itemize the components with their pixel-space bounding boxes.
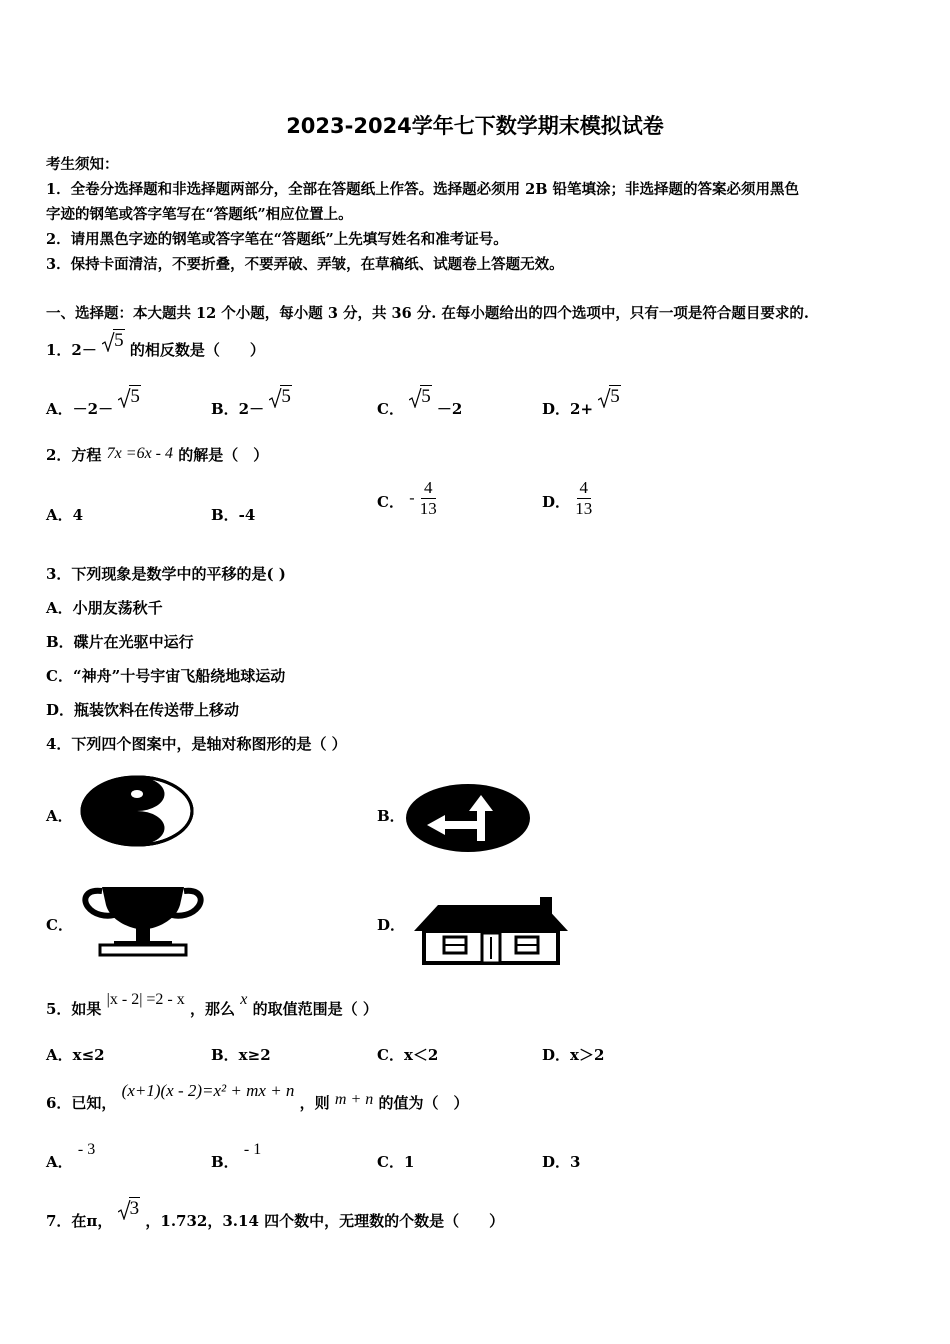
q2-c-sign: - bbox=[409, 489, 415, 507]
q4-option-c-label: C． bbox=[46, 916, 73, 934]
q1-b-radical bbox=[269, 386, 292, 408]
q1-option-b bbox=[211, 386, 292, 418]
q6-b-label: B． bbox=[211, 1153, 239, 1171]
notice-line-3: 3．保持卡面清洁，不要折叠，不要弄破、弄皱，在草稿纸、试题卷上答题无效。 bbox=[46, 256, 564, 273]
q1-d-label: D．2+ bbox=[542, 400, 594, 418]
q6-option-b bbox=[211, 1138, 262, 1171]
q7-radical bbox=[118, 1198, 141, 1220]
q2-option-c bbox=[377, 478, 437, 519]
q2-c-denominator: 13 bbox=[419, 499, 437, 518]
q1-c-radicand: 5 bbox=[421, 386, 431, 407]
turn-arrow-sign-icon bbox=[405, 783, 531, 853]
q2-option-b: B．-4 bbox=[211, 506, 256, 524]
q1-c-suffix: －2 bbox=[436, 400, 463, 418]
q1-a-label: A．－2－ bbox=[46, 400, 114, 418]
q6-option-c: C．1 bbox=[377, 1153, 415, 1171]
q1-a-radical bbox=[118, 386, 141, 408]
q5-variable: x bbox=[240, 991, 248, 1008]
q6-b-value: - 1 bbox=[243, 1141, 262, 1158]
q1-b-label: B．2－ bbox=[211, 400, 265, 418]
q6-option-a bbox=[46, 1138, 96, 1171]
house-icon bbox=[410, 895, 572, 967]
q1-option-d bbox=[542, 386, 621, 418]
q5-prefix: 5．如果 bbox=[46, 1000, 102, 1018]
q2-c-label: C． bbox=[377, 492, 404, 511]
q4-option-d-label: D． bbox=[377, 916, 406, 934]
notice-line-1a: 1．全卷分选择题和非选择题两部分，全部在答题纸上作答。选择题必须用 2B 铅笔填涂；非选择题的答案必须用黑色 bbox=[46, 181, 800, 198]
q2-prefix: 2．方程 bbox=[46, 446, 102, 464]
q4-option-a-label: A． bbox=[46, 807, 73, 825]
q1-d-radicand: 5 bbox=[610, 386, 620, 407]
question-6 bbox=[46, 1080, 469, 1112]
q2-option-d bbox=[542, 478, 592, 519]
q6-prefix: 6．已知， bbox=[46, 1094, 117, 1112]
q7-prefix: 7．在π， bbox=[46, 1212, 113, 1230]
notice-heading: 考生须知： bbox=[46, 156, 119, 173]
q7-radicand: 3 bbox=[129, 1198, 140, 1219]
q3-option-b: B．碟片在光驱中运行 bbox=[46, 633, 194, 651]
q5-mid: ，那么 bbox=[190, 1000, 236, 1018]
q6-a-value: - 3 bbox=[77, 1141, 96, 1158]
q1-suffix: 的相反数是（ ） bbox=[129, 341, 265, 359]
q3-option-c: C．“神舟”十号宇宙飞船绕地球运动 bbox=[46, 667, 286, 685]
q5-option-a: A．x≤2 bbox=[46, 1046, 105, 1064]
question-2 bbox=[46, 444, 268, 465]
page-title: 2023-2024学年七下数学期末模拟试卷 bbox=[286, 114, 664, 138]
question-7 bbox=[46, 1198, 505, 1230]
question-1 bbox=[46, 330, 265, 359]
question-4: 4．下列四个图案中，是轴对称图形的是（ ） bbox=[46, 735, 347, 753]
q1-b-radicand: 5 bbox=[281, 386, 291, 407]
q1-option-c bbox=[377, 386, 463, 418]
notice-line-1b: 字迹的钢笔或答字笔写在“答题纸”相应位置上。 bbox=[46, 206, 353, 223]
section-heading: 一、选择题：本大题共 12 个小题，每小题 3 分，共 36 分. 在每小题给出的四个选项中，只有一项是符合题目要求的. bbox=[46, 305, 809, 322]
q2-equation: 7x =6x - 4 bbox=[106, 445, 173, 462]
q1-option-a bbox=[46, 386, 141, 418]
q2-d-denominator: 13 bbox=[575, 499, 593, 518]
q5-option-c: C．x＜2 bbox=[377, 1046, 439, 1064]
q4-option-b-label: B． bbox=[377, 807, 405, 825]
q1-d-radical bbox=[598, 386, 621, 408]
q5-option-b: B．x≥2 bbox=[211, 1046, 271, 1064]
q2-d-fraction bbox=[575, 478, 592, 519]
q2-d-label: D． bbox=[542, 492, 571, 511]
trophy-icon bbox=[80, 883, 206, 957]
q1-c-radical bbox=[409, 386, 432, 408]
q2-c-fraction bbox=[420, 478, 437, 519]
q3-option-d: D．瓶装饮料在传送带上移动 bbox=[46, 701, 240, 719]
q6-expression: (x+1)(x - 2)=x² + mx + n bbox=[121, 1081, 295, 1100]
q1-radical bbox=[102, 330, 125, 352]
q6-mid: ，则 bbox=[299, 1094, 330, 1112]
q7-suffix: ，1.732，3.14 四个数中，无理数的个数是（ ） bbox=[145, 1212, 505, 1230]
question-3: 3．下列现象是数学中的平移的是( ) bbox=[46, 565, 286, 583]
q1-c-label: C． bbox=[377, 400, 404, 418]
q6-suffix: 的值为（ ） bbox=[378, 1094, 469, 1112]
q6-option-d: D．3 bbox=[542, 1153, 581, 1171]
notice-line-2: 2．请用黑色字迹的钢笔或答字笔在“答题纸”上先填写姓名和准考证号。 bbox=[46, 231, 508, 248]
q3-option-a: A．小朋友荡秋千 bbox=[46, 599, 163, 617]
q5-option-d: D．x＞2 bbox=[542, 1046, 605, 1064]
yin-yang-icon bbox=[80, 775, 194, 847]
q6-a-label: A． bbox=[46, 1153, 73, 1171]
q2-d-numerator: 4 bbox=[577, 478, 592, 499]
q1-prefix: 1．2－ bbox=[46, 341, 97, 359]
question-5 bbox=[46, 988, 378, 1018]
q2-c-numerator: 4 bbox=[421, 478, 436, 499]
q1-a-radicand: 5 bbox=[130, 386, 140, 407]
q5-expression: |x - 2| =2 - x bbox=[106, 991, 185, 1008]
q1-radicand: 5 bbox=[114, 330, 124, 351]
q2-option-a: A．4 bbox=[46, 506, 84, 524]
q6-expression-2: m + n bbox=[334, 1091, 374, 1108]
q2-suffix: 的解是（ ） bbox=[178, 446, 269, 464]
q5-suffix: 的取值范围是（ ） bbox=[252, 1000, 378, 1018]
